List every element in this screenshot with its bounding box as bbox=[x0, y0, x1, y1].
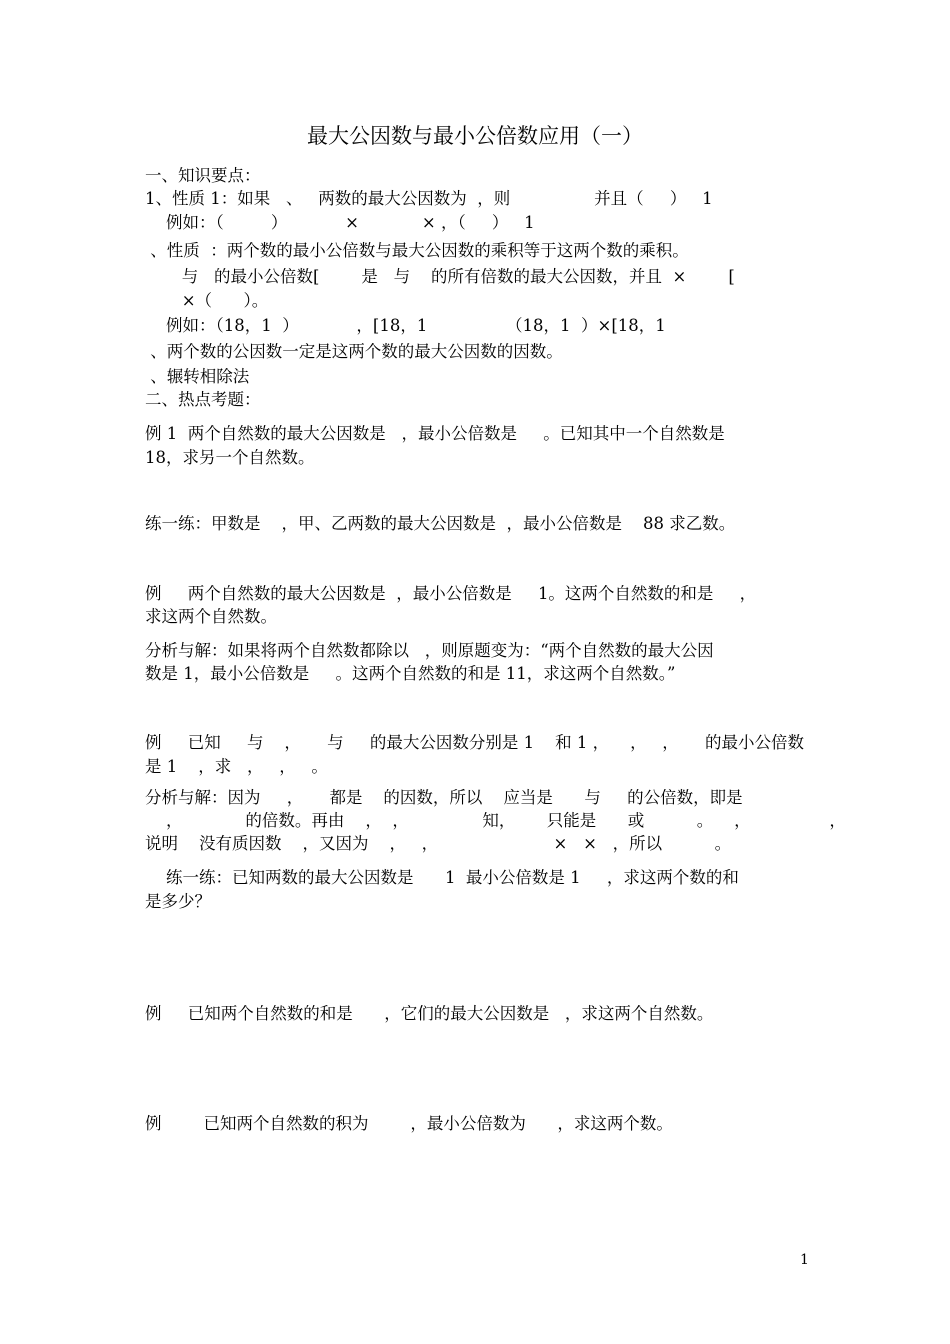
text-line: 练一练：甲数是 ，甲、乙两数的最大公因数是 ，最小公倍数是 88 求乙数。 bbox=[145, 514, 736, 533]
text-line: 例 1 两个自然数的最大公因数是 ，最小公倍数是 。已知其中一个自然数是 bbox=[145, 424, 725, 443]
text-line: 分析与解：因为 ， 都是 的因数，所以 应当是 与 的公倍数，即是 bbox=[145, 788, 743, 807]
text-line: 与 的最小公倍数[ 是 与 的所有倍数的最大公因数，并且 × [ bbox=[145, 267, 735, 286]
section-heading: 二、热点考题： bbox=[145, 390, 261, 409]
text-line: 、辗转相除法 bbox=[145, 367, 250, 386]
text-line: 一、知识要点： bbox=[145, 166, 261, 185]
text-line: 例 已知两个自然数的和是 ，它们的最大公因数是 ，求这两个自然数。 bbox=[145, 1004, 714, 1023]
text-line: 是 1 ，求 ， ， 。 bbox=[145, 757, 328, 776]
page-number: 1 bbox=[800, 1252, 809, 1268]
text-line: ， 的倍数。再由 ， ， 知， 只能是 或 。 ， ， bbox=[145, 811, 846, 830]
text-line: 是多少？ bbox=[145, 892, 211, 911]
text-line: 例 已知 与 ， 与 的最大公因数分别是 1 和 1 ， ， ， 的最小公倍数 bbox=[145, 733, 805, 752]
text-line: 18，求另一个自然数。 bbox=[145, 448, 315, 467]
text-line: 说明 没有质因数 ，又因为 ， ， × × ，所以 。 bbox=[145, 834, 732, 853]
text-line: 分析与解：如果将两个自然数都除以 ，则原题变为：“两个自然数的最大公因 bbox=[145, 641, 714, 660]
text-line: 例 两个自然数的最大公因数是 ，最小公倍数是 1。这两个自然数的和是 ， bbox=[145, 584, 757, 603]
text-line: ×（ ）。 bbox=[145, 291, 269, 310]
text-line: 求这两个自然数。 bbox=[145, 607, 277, 626]
text-line: 、性质 ：两个数的最小公倍数与最大公因数的乘积等于这两个数的乘积。 bbox=[145, 241, 689, 260]
text-line: 数是 1，最小公倍数是 。这两个自然数的和是 11，求这两个自然数。” bbox=[145, 664, 676, 683]
text-line: 例如：（18，1 ） ，[18，1 （18，1 ）×[18，1 bbox=[145, 316, 666, 335]
text-line: 练一练：已知两数的最大公因数是 1 最小公倍数是 1 ，求这两个数的和 bbox=[145, 868, 739, 887]
text-line: 、两个数的公因数一定是这两个数的最大公因数的因数。 bbox=[145, 342, 563, 361]
text-line: 1、性质 1：如果 、 两数的最大公因数为 ，则 并且（ ） 1 bbox=[145, 189, 713, 208]
document-title: 最大公因数与最小公倍数应用（一） bbox=[307, 124, 643, 148]
text-line: 例 已知两个自然数的积为 ，最小公倍数为 ，求这两个数。 bbox=[145, 1114, 673, 1133]
text-line: 例如：（ ） × × ，（ ） 1 bbox=[145, 213, 535, 232]
